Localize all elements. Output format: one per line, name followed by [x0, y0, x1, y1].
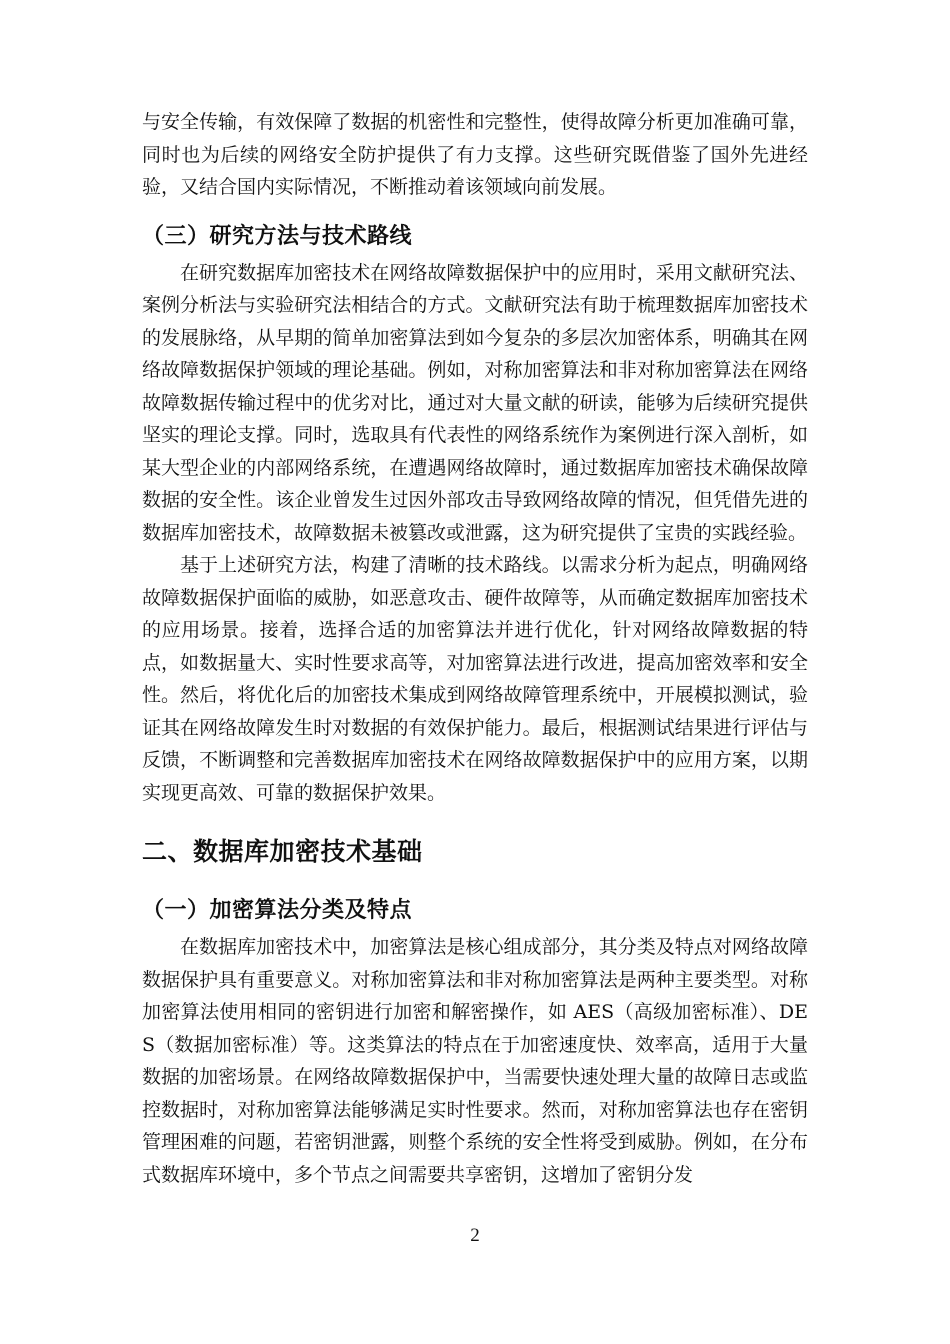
body-paragraph-algorithm-classification: 在数据库加密技术中，加密算法是核心组成部分，其分类及特点对网络故障数据保护具有重要意义。对称加密算法和非对称加密算法是两种主要类型。对称加密算法使用相同的密钥进行加密和解密操作，如 AES（高级加密标准）、DES（数据加密标准）等。这类算法的特点在于加密速度快、效率高，适用于大量数据的加密场景。在网络故障数据保护中，当需要快速处理大量的故障日志或监控数据时，对称加密算法能够满足实时性要求。然而，对称加密算法也存在密钥管理困难的问题，若密钥泄露，则整个系统的安全性将受到威胁。例如，在分布式数据库环境中，多个节点之间需要共享密钥，这增加了密钥分发 [142, 936, 808, 1186]
page-number: 2 [470, 1225, 480, 1246]
body-paragraph-continued: 与安全传输，有效保障了数据的机密性和完整性，使得故障分析更加准确可靠，同时也为后续的网络安全防护提供了有力支撑。这些研究既借鉴了国外先进经验，又结合国内实际情况，不断推动着该领域向前发展。 [142, 111, 808, 198]
document-body [142, 106, 808, 1191]
section-heading-algorithm-classification: （一）加密算法分类及特点 [142, 898, 413, 923]
chapter-heading-encryption-basics: 二、数据库加密技术基础 [142, 837, 423, 866]
body-paragraph-technical-route: 基于上述研究方法，构建了清晰的技术路线。以需求分析为起点，明确网络故障数据保护面临的威胁，如恶意攻击、硬件故障等，从而确定数据库加密技术的应用场景。接着，选择合适的加密算法并进行优化，针对网络故障数据的特点，如数据量大、实时性要求高等，对加密算法进行改进，提高加密效率和安全性。然后，将优化后的加密技术集成到网络故障管理系统中，开展模拟测试，验证其在网络故障发生时对数据的有效保护能力。最后，根据测试结果进行评估与反馈，不断调整和完善数据库加密技术在网络故障数据保护中的应用方案，以期实现更高效、可靠的数据保护效果。 [142, 554, 808, 804]
section-heading-research-methods: （三）研究方法与技术路线 [142, 223, 413, 249]
body-paragraph-research-methods: 在研究数据库加密技术在网络故障数据保护中的应用时，采用文献研究法、案例分析法与实验研究法相结合的方式。文献研究法有助于梳理数据库加密技术的发展脉络，从早期的简单加密算法到如今复杂的多层次加密体系，明确其在网络故障数据保护领域的理论基础。例如，对称加密算法和非对称加密算法在网络故障数据传输过程中的优劣对比，通过对大量文献的研读，能够为后续研究提供坚实的理论支撑。同时，选取具有代表性的网络系统作为案例进行深入剖析，如某大型企业的内部网络系统，在遭遇网络故障时，通过数据库加密技术确保故障数据的安全性。该企业曾发生过因外部攻击导致网络故障的情况，但凭借先进的数据库加密技术，故障数据未被篡改或泄露，这为研究提供了宝贵的实践经验。 [142, 261, 808, 544]
